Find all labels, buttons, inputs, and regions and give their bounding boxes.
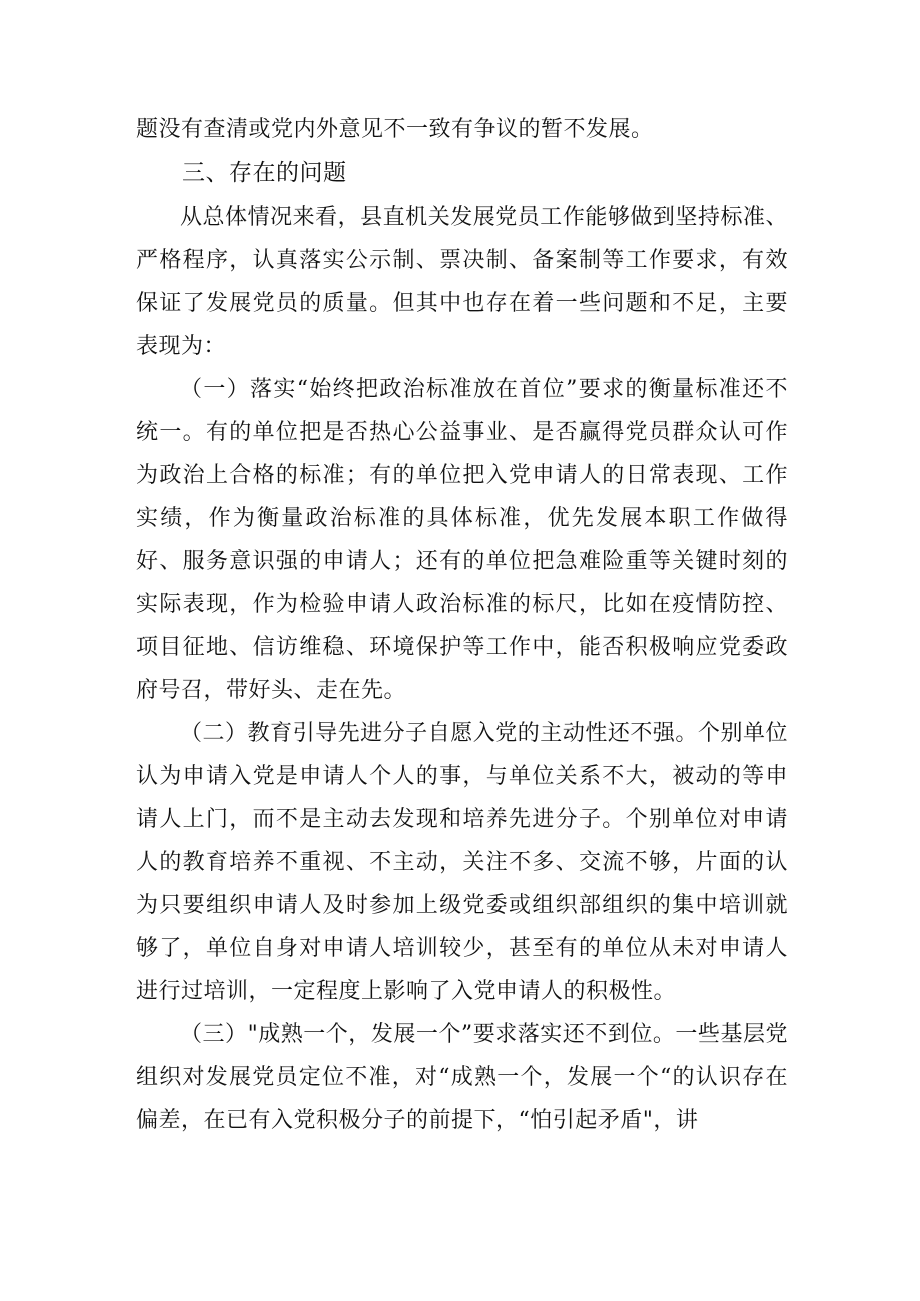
paragraph-overview: 从总体情况来看，县直机关发展党员工作能够做到坚持标准、严格程序，认真落实公示制、票决制、备案制等工作要求，有效保证了发展党员的质量。但其中也存在着一些问题和不足，主要表现为： <box>136 205 788 359</box>
section-heading: 三、存在的问题 <box>182 160 347 186</box>
document-body <box>136 108 788 1142</box>
paragraph-issue-3: （三）"成熟一个，发展一个”要求落实还不到位。一些基层党组织对发展党员定位不准，对“成熟一个，发展一个“的认识存在偏差，在已有入党积极分子的前提下，“怕引起矛盾"，讲 <box>136 1022 788 1133</box>
paragraph-issue-1: （一）落实“始终把政治标准放在首位”要求的衡量标准还不统一。有的单位把是否热心公益事业、是否赢得党员群众认可作为政治上合格的标准；有的单位把入党申请人的日常表现、工作实绩，作为衡量政治标准的具体标准，优先发展本职工作做得好、服务意识强的申请人；还有的单位把急难险重等关键时刻的实际表现，作为检验申请人政治标准的标尺，比如在疫情防控、项目征地、信访维稳、环境保护等工作中，能否积极响应党委政府号召，带好头、走在先。 <box>136 377 788 703</box>
continuation-paragraph: 题没有查清或党内外意见不一致有争议的暂不发展。 <box>136 117 654 142</box>
paragraph-issue-2: （二）教育引导先进分子自愿入党的主动性还不强。个别单位认为申请入党是申请人个人的事，与单位关系不大，被动的等申请人上门，而不是主动去发现和培养先进分子。个别单位对申请人的教育培养不重视、不主动，关注不多、交流不够，片面的认为只要组织申请人及时参加上级党委或组织部组织的集中培训就够了，单位自身对申请人培训较少，甚至有的单位从未对申请人进行过培训，一定程度上影响了入党申请人的积极性。 <box>136 721 788 1004</box>
